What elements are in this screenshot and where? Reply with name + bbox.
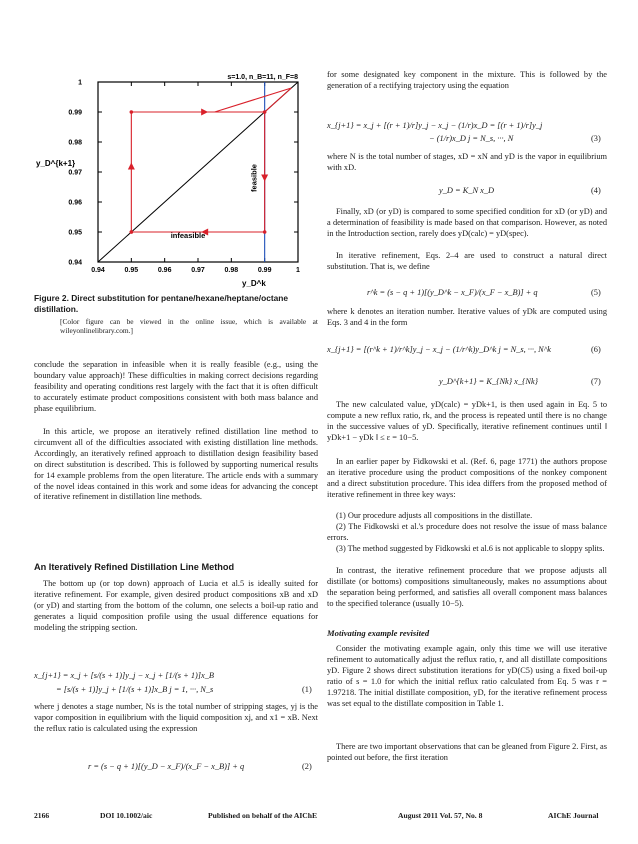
right-para-10: There are two important observations that can be gleaned from Figure 2. First, as pointed out before, the first iteration	[327, 742, 607, 762]
chart-svg	[34, 68, 334, 290]
list-item-2: (2) The Fidkowski et al.'s procedure does not resolve the issue of mass balance errors.	[327, 522, 607, 542]
equation-2: r = (s − q + 1)[(y_D − x_F)/(x_F − x_B)] + q	[88, 762, 245, 771]
trajectory-converge-leg-2	[215, 88, 292, 112]
equation-3-line-2: − (1/r)x_D j = N_s, ···, N	[429, 134, 514, 143]
right-para-5: where k denotes an iteration number. Iterative values of yDk are computed using Eqs. 3 and 4 in the form	[327, 307, 607, 327]
page-number: 2166	[34, 811, 50, 820]
x-tick-label: 0.97	[191, 267, 205, 274]
trajectory-point	[130, 110, 134, 114]
arrow-down	[261, 175, 268, 182]
equation-1-line-2: = [s/(s + 1)]y_j + [1/(s + 1)]x_B j = 1, ···, N_s	[56, 685, 214, 694]
list-item-1: (1) Our procedure adjusts all compositions in the distillate.	[336, 511, 533, 520]
equation-2-number: (2)	[302, 762, 312, 771]
equation-4: y_D = K_N x_D	[439, 186, 494, 195]
equation-3-line-1: x_{j+1} = x_j + [(r + 1)/r]y_j − x_j − (1/r)x_D = [(r + 1)/r]y_j	[327, 121, 543, 130]
right-para-1: for some designated key component in the mixture. This is followed by the generation of a rectifying trajectory using the equation	[327, 70, 607, 90]
doi: DOI 10.1002/aic	[100, 811, 153, 820]
section-heading: An Iteratively Refined Distillation Line Method	[34, 562, 235, 572]
arrow-up	[128, 163, 135, 170]
x-tick-label: 0.98	[224, 267, 239, 274]
publisher: Published on behalf of the AIChE	[208, 811, 318, 820]
equation-6: x_{j+1} = [(r^k + 1)/r^k]y_j − x_j − (1/r^k)y_D^k j = N_s, ···, N^k	[327, 345, 551, 354]
y-tick-label: 0.94	[68, 259, 82, 267]
equation-1-number: (1)	[302, 685, 312, 694]
equation-1-line-1: x_{j+1} = x_j + [s/(s + 1)]y_j − x_j + [1/(s + 1)]x_B	[34, 671, 215, 680]
left-para-2: In this article, we propose an iteratively refined distillation line method to circumvent all of the difficulties associated with existing distillation line methods. Accordingly, an iteratively refined approach to distillation design feasibility based on direct substitution is described. This is followed by supporting numerical results for 14 example problems from the open literature. The article ends with a summary of the novel ideas contained in this work and some ideas for advancing the concept of iterative refinement in distillation line methods.	[34, 427, 318, 502]
equation-3-number: (3)	[591, 134, 601, 143]
equation-6-number: (6)	[591, 345, 601, 354]
right-para-4: In iterative refinement, Eqs. 2–4 are used to construct a natural direct substitution. That is, we define	[327, 251, 607, 271]
list-item-3: (3) The method suggested by Fidkowski et al.6 is not applicable to sloppy splits.	[336, 544, 605, 553]
left-para-1: conclude the separation in infeasible when it is really feasible (e.g., using the boundary value approach)! These difficulties in making correct decisions regarding feasibility and operating conditions rest largely with the fact that it is often difficult to accurately estimate product compositions consistent with both mass balance and phase equilibrium.	[34, 360, 318, 413]
y-tick-label: 0.95	[68, 229, 82, 237]
y-tick-label: 0.96	[68, 199, 82, 207]
arrow-right	[201, 109, 208, 116]
x-tick-label: 0.95	[124, 267, 139, 274]
equation-7-number: (7)	[591, 377, 601, 386]
x-axis-label: y_D^k	[242, 279, 266, 288]
y-axis-label: y_D^{k+1}	[36, 159, 76, 168]
x-tick-label: 1	[296, 267, 300, 274]
journal-name: AIChE Journal	[548, 811, 599, 820]
equation-4-number: (4)	[591, 186, 601, 195]
right-para-9: Consider the motivating example again, only this time we will use iterative refinement to automatically adjust the reflux ratio, r, and all distillate compositions yD. Figure 2 shows direct substitution iterations for yD(C5) using a fixed boil-up ratio of s = 1.0 for which the initial reflux ratio calculated from Eq. 5 was r = 1.97218. The initial distillate composition, yD, for the iterative refinement process was set equal to the distillate composition in Table 1.	[327, 644, 607, 708]
trajectory-point	[130, 230, 134, 234]
feasible-label: feasible	[249, 164, 259, 192]
figure-caption	[34, 293, 318, 335]
infeasible-label: infeasible	[170, 231, 206, 240]
y-tick-label: 1	[78, 79, 82, 87]
equation-7: y_D^{k+1} = K_{Nk} x_{Nk}	[439, 377, 538, 386]
equation-5-number: (5)	[591, 288, 601, 297]
right-para-3: Finally, xD (or yD) is compared to some specified condition for xD (or yD) and a determination of feasibility is made based on that comparison. However, as noted in the Introduction section, rarely does yD(calc) = yD(spec).	[327, 207, 607, 238]
caption-title: Figure 2. Direct substitution for pentane/hexane/heptane/octane distillation.	[34, 293, 289, 314]
left-para-4: where j denotes a stage number, Ns is the total number of stripping stages, yj is the vapor composition in equilibrium with the liquid composition xj, and x1 = xB. Next the reflux ratio is calculated using the expression	[34, 702, 318, 733]
equation-5: r^k = (s − q + 1)[(y_D^k − x_F)/(x_F − x_B)] + q	[367, 288, 538, 297]
x-tick-label: 0.94	[91, 267, 105, 274]
y-tick-label: 0.99	[68, 109, 82, 117]
issue-info: August 2011 Vol. 57, No. 8	[398, 811, 483, 820]
right-para-2: where N is the total number of stages, xD = xN and yD is the vapor in equilibrium with xD.	[327, 152, 607, 172]
figure-2	[34, 68, 334, 290]
y-tick-label: 0.98	[68, 139, 82, 147]
right-para-6: The new calculated value, yD(calc) = yDk+1, is then used again in Eq. 5 to compute a new reflux ratio, rk, and the process is repeated until there is no change in the successive values of yD. Specifically, iterative refinement continues until ‖ yDk+1 − yDk ‖ ≤ ε = 10−5.	[327, 400, 607, 442]
subsection-heading: Motivating example revisited	[327, 628, 430, 638]
right-para-7: In an earlier paper by Fidkowski et al. (Ref. 6, page 1771) the authors propose an iterative procedure using the product compositions of the nonkey component and a direct substitution procedure. This idea differs from the proposed method of iterative refinement in three key ways:	[327, 457, 607, 499]
chart-header: s=1.0, n_B=11, n_F=8	[227, 74, 298, 81]
left-para-3: The bottom up (or top down) approach of Lucia et al.5 is ideally suited for iterative refinement. For example, given desired product compositions xB and xD (or yD) and starting from the bottom of the column, one selects a boil-up ratio and generates a liquid composition profile using the usual difference equations for modeling the stripping section.	[34, 579, 318, 632]
trajectory-point	[263, 230, 267, 234]
x-tick-label: 0.99	[257, 267, 272, 274]
caption-note: [Color figure can be viewed in the online issue, which is available at wileyonlinelibrary.com.]	[60, 317, 318, 336]
y-tick-label: 0.97	[68, 169, 82, 177]
right-para-8: In contrast, the iterative refinement procedure that we propose adjusts all distillate (or bottoms) compositions simultaneously, makes no assumptions about the separation being performed, and satisfies all overall component mass balances to the specified tolerance (usually 10−5).	[327, 566, 607, 608]
x-tick-label: 0.96	[157, 267, 172, 274]
